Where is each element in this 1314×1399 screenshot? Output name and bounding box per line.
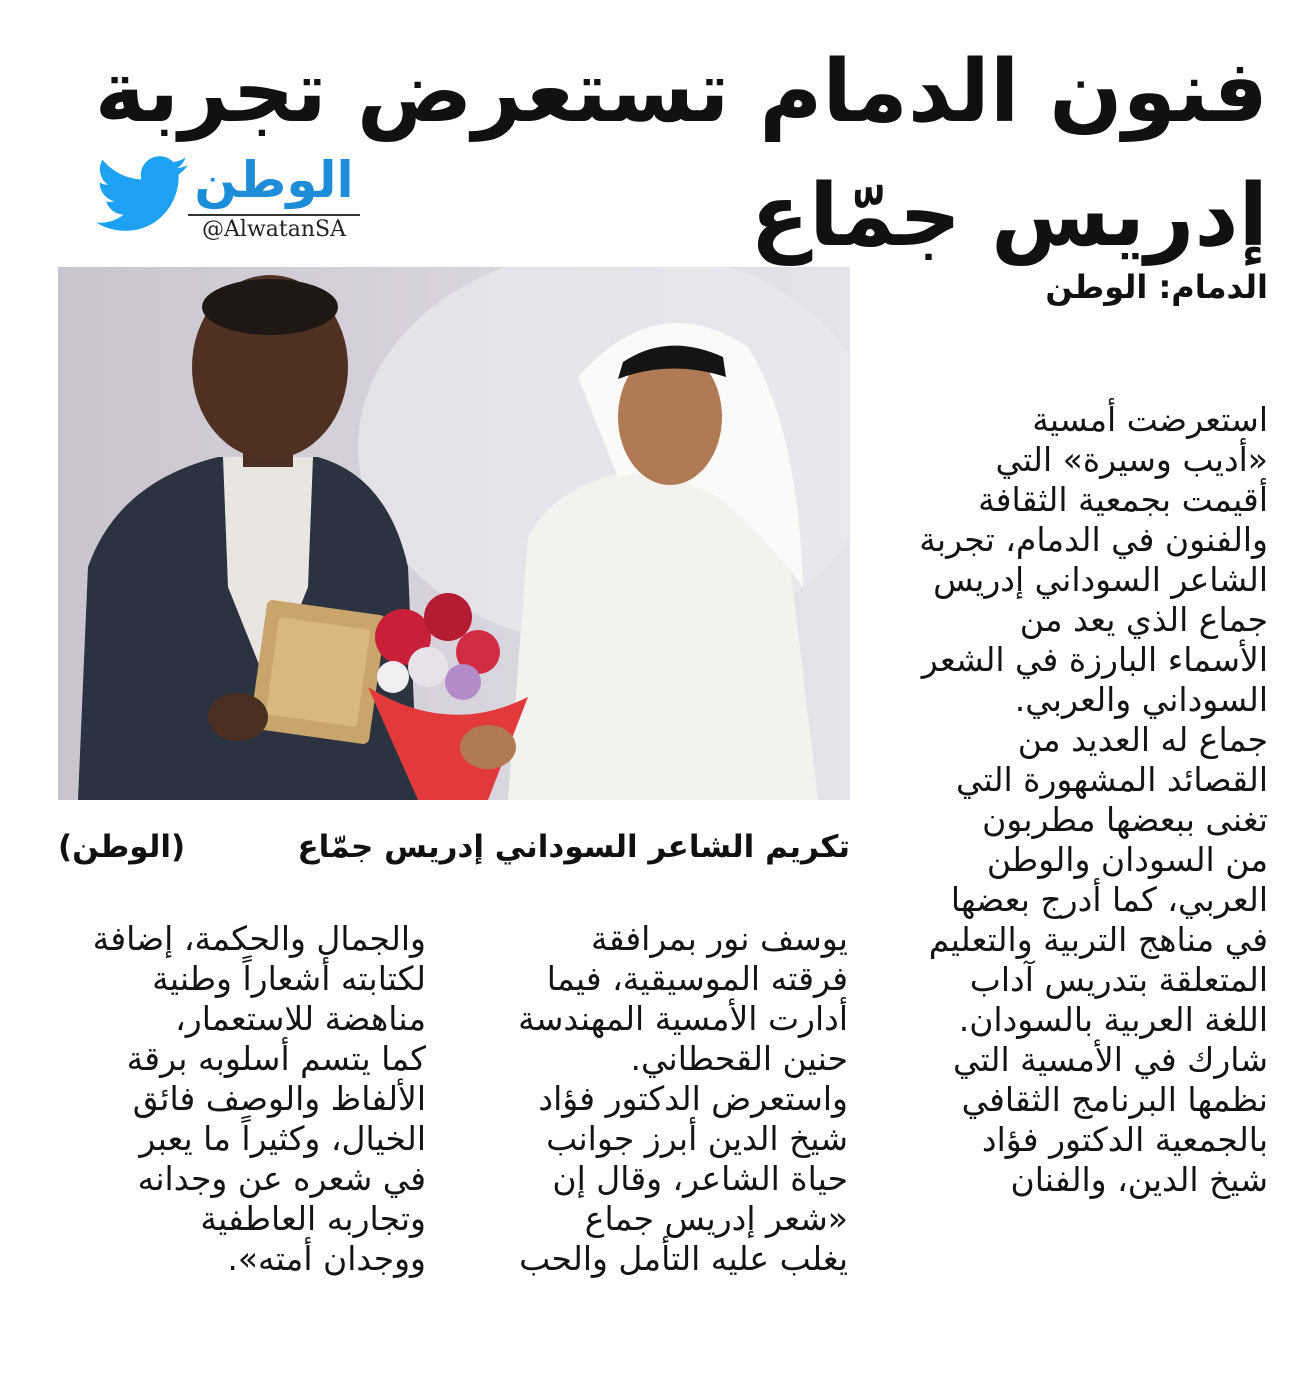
photo-illustration: [58, 267, 850, 800]
column-line: تغنى ببعضها مطربون: [982, 800, 1268, 839]
column-line: شيخ الدين أبرز جوانب: [546, 1119, 848, 1158]
column-line: الألفاظ والوصف فائق: [132, 1079, 426, 1118]
article-column-2: [464, 919, 848, 1279]
column-line: أقيمت بجمعية الثقافة: [978, 480, 1268, 519]
column-line: كما يتسم أسلوبه برقة: [126, 1039, 426, 1078]
column-line: السوداني والعربي.: [1014, 680, 1268, 719]
brand-logo-text: الوطن: [194, 151, 354, 209]
column-line: في مناهج التربية والتعليم: [928, 920, 1268, 959]
twitter-brand[interactable]: [96, 150, 360, 242]
column-line: بالجمعية الدكتور فؤاد: [981, 1120, 1268, 1159]
article-photo: [58, 267, 850, 800]
dateline: الدمام: الوطن: [1045, 268, 1268, 306]
column-line: ووجدان أمته».: [227, 1239, 426, 1278]
column-line: القصائد المشهورة التي: [956, 760, 1268, 799]
caption-text: تكريم الشاعر السوداني إدريس جمّاع: [297, 829, 850, 865]
column-line: من السودان والوطن: [986, 840, 1268, 879]
column-line: جماع له العديد من: [1017, 720, 1268, 759]
article-column-3: [50, 919, 426, 1279]
headline-line-1: فنون الدمام تستعرض تجربة: [94, 42, 1268, 142]
column-line: يغلب عليه التأمل والحب: [519, 1239, 848, 1278]
column-line: والفنون في الدمام، تجربة: [919, 520, 1268, 559]
column-line: الأسماء البارزة في الشعر: [921, 640, 1268, 679]
column-line: حياة الشاعر، وقال إن: [552, 1159, 848, 1198]
column-line: أدارت الأمسية المهندسة: [518, 999, 848, 1038]
column-line: الخيال، وكثيراً ما يعبر: [139, 1119, 426, 1158]
column-line: اللغة العربية بالسودان.: [958, 1000, 1268, 1039]
column-line: واستعرض الدكتور فؤاد: [538, 1079, 848, 1118]
column-line: والجمال والحكمة، إضافة: [92, 919, 426, 958]
column-line: الشاعر السوداني إدريس: [933, 560, 1268, 599]
column-line: «شعر إدريس جماع: [584, 1199, 848, 1238]
twitter-handle[interactable]: @AlwatanSA: [188, 214, 360, 244]
article-column-1: [892, 400, 1268, 1200]
column-line: فرقته الموسيقية، فيما: [546, 959, 848, 998]
column-line: شيخ الدين، والفنان: [1010, 1160, 1268, 1199]
column-line: حنين القحطاني.: [630, 1039, 848, 1078]
twitter-bird-icon: [96, 154, 188, 234]
column-line: نظمها البرنامج الثقافي: [961, 1080, 1268, 1119]
headline-line-2: إدريس جمّاع: [750, 166, 1268, 266]
column-line: العربي، كما أدرج بعضها: [950, 880, 1268, 919]
column-line: يوسف نور بمرافقة: [591, 919, 848, 958]
column-line: «أديب وسيرة» التي: [995, 440, 1268, 479]
photo-caption: [58, 822, 850, 872]
column-line: استعرضت أمسية: [1032, 400, 1268, 439]
caption-credit: (الوطن): [58, 829, 186, 865]
column-line: شارك في الأمسية التي: [952, 1040, 1268, 1079]
column-line: وتجاربه العاطفية: [200, 1199, 426, 1238]
column-line: جماع الذي يعد من: [1019, 600, 1268, 639]
column-line: المتعلقة بتدريس آداب: [969, 960, 1268, 999]
column-line: مناهضة للاستعمار،: [175, 999, 426, 1038]
column-line: لكتابته أشعاراً وطنية: [152, 959, 426, 998]
column-line: في شعره عن وجدانه: [137, 1159, 426, 1198]
